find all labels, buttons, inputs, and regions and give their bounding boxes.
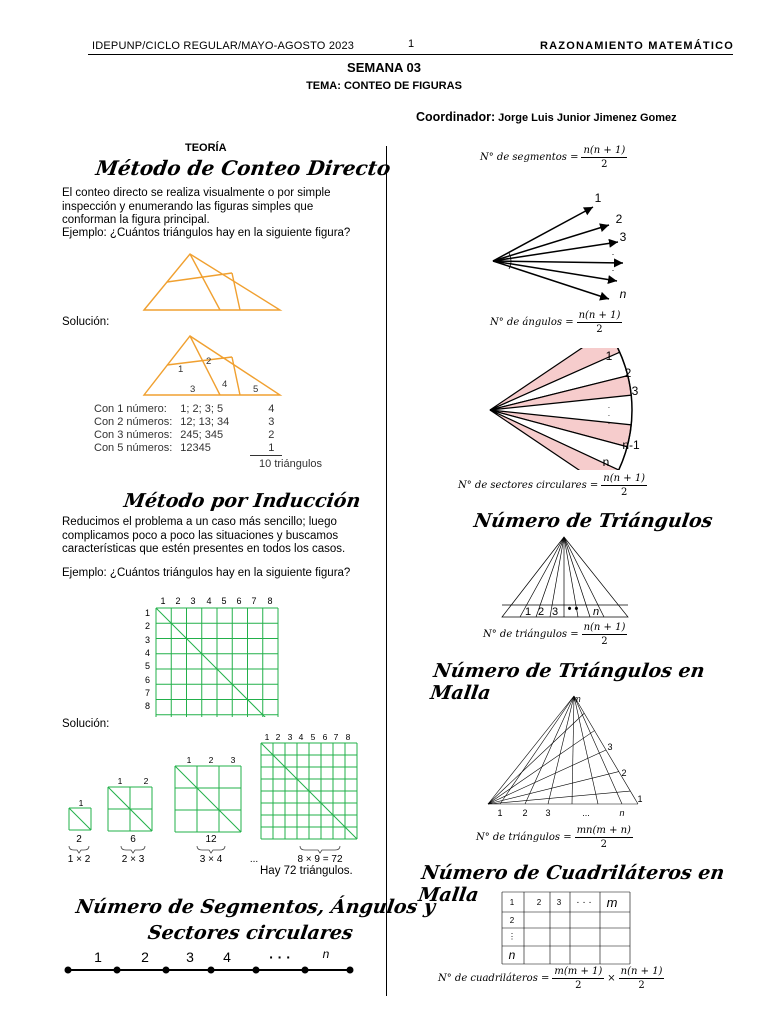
svg-text:3: 3	[230, 755, 236, 765]
svg-text:·: ·	[611, 249, 615, 259]
sector-label: n	[602, 455, 610, 469]
svg-text:·: ·	[611, 265, 615, 275]
grid-row-label: 5	[144, 661, 150, 671]
svg-text:1: 1	[186, 755, 192, 765]
method2-title: Método por Inducción	[122, 490, 362, 512]
grid-row-label: 4	[144, 648, 150, 658]
grid-row-label: 8	[144, 701, 150, 711]
svg-text:2: 2	[143, 776, 149, 786]
case-product: 3 × 4	[199, 854, 223, 865]
mesh-cevian	[488, 791, 630, 804]
mesh-bottom-label: ...	[582, 808, 590, 818]
method2-paragraph: Reducimos el problema a un caso más sencillo; luego complicamos poco a poco las situaciones y buscamos características que estén presentes en todos los casos.	[62, 516, 346, 555]
fan-label: 3	[551, 606, 559, 618]
method2-conclusion: Hay 72 triángulos.	[260, 865, 353, 877]
count-n: 1	[268, 441, 275, 454]
grid-diagonal	[175, 766, 241, 832]
grid-row-label: 2	[144, 621, 150, 631]
header-course: IDEPUNP/CICLO REGULAR/MAYO-AGOSTO 2023	[92, 40, 355, 52]
grid-col-label: 1	[160, 596, 166, 606]
grid-col-label: 5	[221, 596, 227, 606]
method1-paragraph: El conteo directo se realiza visualmente o por simple inspección y enumerando las figuras simples que conforman la figura principal.	[62, 187, 331, 226]
count-combos: 245; 345	[180, 428, 224, 441]
svg-text:·: ·	[607, 419, 611, 428]
grid-col-label: 6	[236, 596, 242, 606]
region-label: 4	[222, 379, 228, 390]
formula-lhs: N° de ángulos =	[490, 317, 574, 328]
coordinator-label: Coordinador:	[416, 110, 496, 124]
grid-col-label: 2	[175, 596, 181, 606]
header-subject: RAZONAMIENTO MATEMÁTICO	[540, 40, 735, 52]
line-label: 1	[94, 949, 102, 965]
mesh-side-label: 2	[621, 768, 627, 778]
formula-denominator: 2	[600, 839, 607, 850]
formula-numerator: n(n + 1)	[603, 473, 646, 484]
line-label: n	[322, 947, 330, 961]
count-row	[94, 415, 278, 428]
formula-times: ×	[607, 973, 616, 984]
count-combos: 12345	[180, 441, 211, 454]
case-product: 1 × 2	[67, 854, 91, 865]
grid-col-label: 4	[206, 596, 212, 606]
case-count: 6	[130, 834, 136, 845]
region-label: 5	[253, 384, 259, 395]
case-count: 12	[205, 834, 217, 845]
count-row	[94, 441, 278, 454]
formula-denominator: 2	[575, 980, 582, 991]
mesh-cevian	[488, 772, 619, 804]
total-number: 10	[259, 458, 272, 470]
svg-text:1: 1	[117, 776, 123, 786]
line-label: 4	[223, 949, 231, 965]
fan-label: n	[592, 606, 600, 618]
sector-label: 3	[631, 384, 639, 398]
fan-label: • •	[567, 603, 579, 615]
mesh-ray	[572, 696, 574, 804]
grid-col-label: 7	[251, 596, 257, 606]
grid-row-label: 6	[144, 675, 150, 685]
mesh-ray	[574, 696, 598, 804]
formula-triangles	[483, 622, 627, 647]
mesh-bottom-label: n	[619, 808, 625, 818]
quad-top-label: m	[606, 895, 618, 910]
formula-lhs: N° de triángulos =	[483, 629, 579, 640]
formula-denominator: 2	[621, 487, 628, 498]
formula-sectors	[458, 473, 647, 498]
svg-text:2: 2	[275, 732, 281, 742]
quad-top-label: · · ·	[576, 897, 592, 908]
mesh-bottom-label: 2	[522, 808, 528, 818]
example-triangle-figure	[140, 250, 285, 315]
mesh-cevian	[488, 750, 606, 804]
count-row	[94, 402, 278, 415]
formula-lhs: N° de segmentos =	[480, 152, 579, 163]
quad-side-label: n	[508, 948, 516, 962]
ray-label: 2	[615, 212, 623, 226]
mesh-ray	[574, 696, 622, 804]
grid-col-label: 3	[190, 596, 196, 606]
svg-text:7: 7	[333, 732, 339, 742]
svg-text:6: 6	[322, 732, 328, 742]
case-product: 8 × 9 = 72	[297, 854, 343, 865]
grid-row-label: 3	[144, 635, 150, 645]
induction-grids-figure	[64, 730, 374, 865]
svg-text:3: 3	[287, 732, 293, 742]
ray-label: 3	[619, 230, 627, 244]
count-label: Con 3 números:	[94, 428, 173, 441]
mesh-bottom-label: 3	[545, 808, 551, 818]
count-table	[94, 402, 278, 454]
total-word: triángulos	[274, 458, 323, 470]
svg-text:·: ·	[607, 411, 611, 420]
ray-label: n	[619, 287, 627, 301]
formula-denominator: 2	[601, 636, 608, 647]
formula-numerator: n(n + 1)	[583, 622, 626, 633]
triangles-title: Número de Triángulos	[472, 510, 715, 532]
formula-numerator: n(n + 1)	[578, 310, 621, 321]
count-row	[94, 428, 278, 441]
case-product: ...	[249, 854, 259, 865]
sector-label: n-1	[622, 438, 640, 452]
page-number: 1	[408, 38, 415, 50]
formula-denominator: 2	[601, 159, 608, 170]
theory-heading: TEORÍA	[185, 142, 227, 154]
formula-denominator: 2	[596, 324, 603, 335]
formula-segments	[480, 145, 627, 170]
mesh-top-label: m	[573, 694, 581, 704]
rays-figure	[485, 185, 635, 305]
count-label: Con 2 números:	[94, 415, 173, 428]
formula-numerator: mn(m + n)	[576, 825, 631, 836]
formula-numerator: m(m + 1)	[554, 966, 603, 977]
grid-figure	[140, 595, 280, 717]
sectors-figure	[485, 348, 655, 470]
formula-numerator: n(n + 1)	[620, 966, 663, 977]
count-label: Con 5 números:	[94, 441, 173, 454]
segments-title-line1: Número de Segmentos, Ángulos y	[74, 896, 437, 918]
method1-solution-label: Solución:	[62, 316, 110, 328]
region-label: 3	[190, 384, 196, 395]
grid-diagonal	[69, 808, 91, 830]
mesh-bottom-label: 1	[497, 808, 503, 818]
case-count: 2	[76, 834, 82, 845]
case-product: 2 × 3	[121, 854, 145, 865]
grid-row-label: 1	[144, 608, 150, 618]
svg-text:8: 8	[345, 732, 351, 742]
formula-quads	[438, 966, 664, 991]
svg-text:·: ·	[611, 257, 615, 267]
coordinator-name: Jorge Luis Junior Jimenez Gomez	[498, 112, 677, 124]
svg-text:5: 5	[310, 732, 316, 742]
mesh-side-label: 3	[607, 742, 613, 752]
segments-line-figure	[60, 944, 360, 980]
coordinator	[416, 110, 677, 124]
svg-text:2: 2	[208, 755, 214, 765]
line-label: · · ·	[269, 949, 291, 965]
mesh-side-label: 1	[637, 794, 643, 804]
column-divider	[386, 146, 387, 996]
formula-lhs: N° de sectores circulares =	[458, 480, 599, 491]
mesh-triangle-figure	[480, 690, 660, 820]
region-label: 1	[178, 364, 184, 375]
grid-col-label: 8	[267, 596, 273, 606]
mesh-cevian	[488, 731, 594, 804]
quad-grid-figure	[500, 890, 640, 965]
formula-denominator: 2	[638, 980, 645, 991]
quad-title: Número de Cuadriláteros en Malla	[416, 862, 726, 906]
svg-text:4: 4	[298, 732, 304, 742]
count-label: Con 1 número:	[94, 402, 167, 415]
formula-angles	[490, 310, 622, 335]
fan-label: 1	[524, 606, 532, 618]
quad-top-label: 2	[536, 898, 542, 907]
count-n: 4	[268, 402, 275, 415]
quad-top-label: 3	[556, 898, 562, 907]
mesh-title: Número de Triángulos en Malla	[428, 660, 707, 704]
svg-text:1: 1	[78, 798, 84, 808]
mesh-cevian	[488, 713, 584, 804]
method2-example: Ejemplo: ¿Cuántos triángulos hay en la siguiente figura?	[62, 567, 351, 579]
topic-title: TEMA: CONTEO DE FIGURAS	[306, 80, 462, 92]
count-n: 3	[268, 415, 275, 428]
sum-rule	[250, 455, 282, 456]
segments-title-line2: Sectores circulares	[146, 922, 355, 944]
count-combos: 12; 13; 34	[180, 415, 230, 428]
fan-label: 2	[537, 606, 545, 618]
ray-label: 1	[594, 191, 602, 205]
grid-row-label: 7	[144, 688, 150, 698]
formula-numerator: n(n + 1)	[583, 145, 626, 156]
line-label: 3	[186, 949, 194, 965]
fan-triangle-figure	[500, 535, 630, 620]
formula-mesh	[476, 825, 633, 850]
svg-text:·: ·	[607, 403, 611, 412]
quad-top-label: 1	[509, 898, 515, 907]
count-n: 2	[268, 428, 275, 441]
method1-example: Ejemplo: ¿Cuántos triángulos hay en la siguiente figura?	[62, 227, 351, 239]
total-line	[259, 458, 322, 470]
formula-lhs: N° de triángulos =	[476, 832, 572, 843]
header-rule	[88, 54, 733, 55]
method1-title: Método de Conteo Directo	[94, 156, 393, 180]
quad-side-label: ⋮	[508, 932, 516, 941]
quad-side-label: 2	[509, 916, 515, 925]
formula-lhs: N° de cuadriláteros =	[438, 973, 550, 984]
region-label: 2	[206, 356, 212, 367]
line-label: 2	[141, 949, 149, 965]
method2-solution-label: Solución:	[62, 718, 110, 730]
svg-text:1: 1	[264, 732, 270, 742]
week-title: SEMANA 03	[347, 60, 421, 75]
solution-triangle-figure	[140, 332, 285, 400]
count-combos: 1; 2; 3; 5	[180, 402, 224, 415]
sector-label: 1	[605, 349, 613, 363]
sector-label: 2	[624, 366, 632, 380]
